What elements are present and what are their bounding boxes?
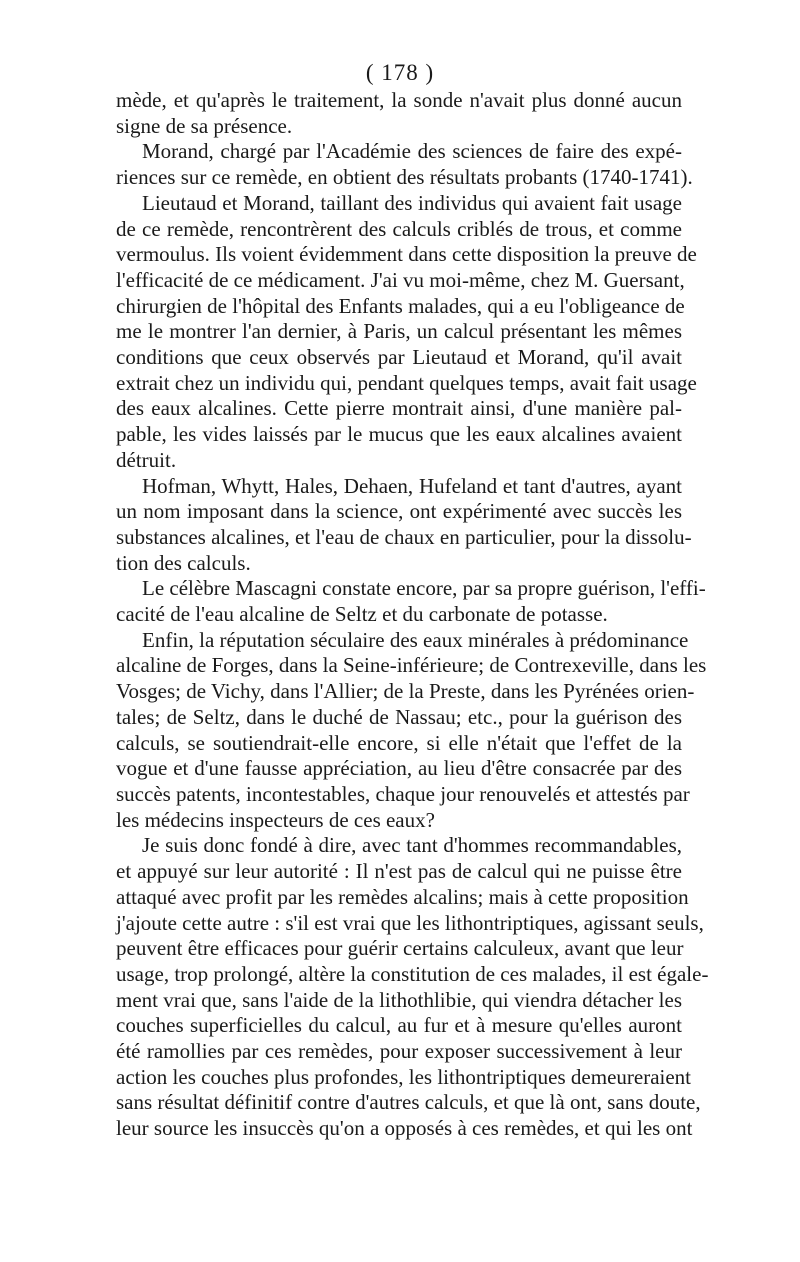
text-line: Le célèbre Mascagni constate encore, par sa propre guérison, l'effi- <box>142 576 706 601</box>
text-line: riences sur ce remède, en obtient des résultats probants (1740-1741). <box>116 165 693 190</box>
text-line: couches superficielles du calcul, au fur et à mesure qu'elles auront <box>116 1013 682 1038</box>
text-line: j'ajoute cette autre : s'il est vrai que les lithontriptiques, agissant seuls, <box>116 910 704 935</box>
paragraph <box>116 88 682 139</box>
body-text <box>116 88 709 1142</box>
text-line: leur source les insuccès qu'on a opposés à ces remèdes, et qui les ont <box>116 1116 693 1141</box>
text-line: Vosges; de Vichy, dans l'Allier; de la Preste, dans les Pyrénées orien- <box>116 679 695 704</box>
text-line: attaqué avec profit par les remèdes alcalins; mais à cette proposition <box>116 884 689 909</box>
text-line: calculs, se soutiendrait-elle encore, si elle n'était que l'effet de la <box>116 730 682 755</box>
text-line: mède, et qu'après le traitement, la sonde n'avait plus donné aucun <box>116 88 682 112</box>
paragraph <box>116 627 707 834</box>
text-line: et appuyé sur leur autorité : Il n'est pas de calcul qui ne puisse être <box>116 859 682 884</box>
text-line: alcaline de Forges, dans la Seine-inférieure; de Contrexeville, dans les <box>116 653 707 678</box>
text-line: Morand, chargé par l'Académie des sciences de faire des expé- <box>142 139 682 164</box>
text-line: l'efficacité de ce médicament. J'ai vu moi-même, chez M. Guersant, <box>116 267 685 292</box>
text-line: substances alcalines, et l'eau de chaux en particulier, pour la dissolu- <box>116 524 692 549</box>
paragraph <box>116 833 709 1141</box>
text-line: tion des calculs. <box>116 550 251 575</box>
text-line: me le montrer l'an dernier, à Paris, un calcul présentant les mêmes <box>116 319 682 344</box>
text-line: chirurgien de l'hôpital des Enfants malades, qui a eu l'obligeance de <box>116 293 685 318</box>
text-line: les médecins inspecteurs de ces eaux? <box>116 807 435 832</box>
text-line: des eaux alcalines. Cette pierre montrait ainsi, d'une manière pal- <box>116 396 682 421</box>
text-line: Je suis donc fondé à dire, avec tant d'hommes recommandables, <box>142 833 682 858</box>
text-line: cacité de l'eau alcaline de Seltz et du carbonate de potasse. <box>116 602 608 627</box>
text-line: vermoulus. Ils voient évidemment dans cette disposition la preuve de <box>116 242 697 267</box>
text-line: signe de sa présence. <box>116 113 293 138</box>
text-line: pable, les vides laissés par le mucus que les eaux alcalines avaient <box>116 422 682 447</box>
text-line: détruit. <box>116 447 177 472</box>
text-line: de ce remède, rencontrèrent des calculs criblés de trous, et comme <box>116 216 682 241</box>
text-line: ment vrai que, sans l'aide de la lithothlibie, qui viendra détacher les <box>116 987 682 1012</box>
text-line: usage, trop prolongé, altère la constitution de ces malades, il est égale- <box>116 961 709 986</box>
text-line: Hofman, Whytt, Hales, Dehaen, Hufeland et tant d'autres, ayant <box>142 473 682 498</box>
text-line: été ramollies par ces remèdes, pour exposer successivement à leur <box>116 1039 682 1064</box>
text-line: extrait chez un individu qui, pendant quelques temps, avait fait usage <box>116 370 697 395</box>
paragraph <box>116 576 706 627</box>
text-line: Lieutaud et Morand, taillant des individus qui avaient fait usage <box>142 190 682 215</box>
text-line: un nom imposant dans la science, ont expérimenté avec succès les <box>116 499 682 524</box>
text-line: peuvent être efficaces pour guérir certains calculeux, avant que leur <box>116 936 684 961</box>
text-line: sans résultat définitif contre d'autres calculs, et que là ont, sans doute, <box>116 1090 701 1115</box>
text-line: succès patents, incontestables, chaque jour renouvelés et attestés par <box>116 781 690 806</box>
text-line: tales; de Seltz, dans le duché de Nassau; etc., pour la guérison des <box>116 704 682 729</box>
text-line: vogue et d'une fausse appréciation, au lieu d'être consacrée par des <box>116 756 682 781</box>
text-line: action les couches plus profondes, les lithontriptiques demeureraient <box>116 1064 692 1089</box>
text-line: conditions que ceux observés par Lieutaud et Morand, qu'il avait <box>116 345 682 370</box>
paragraph <box>116 473 692 577</box>
paragraph <box>116 139 693 190</box>
paragraph <box>116 190 697 474</box>
page-number: ( 178 ) <box>365 60 435 85</box>
text-line: Enfin, la réputation séculaire des eaux minérales à prédominance <box>142 627 689 652</box>
